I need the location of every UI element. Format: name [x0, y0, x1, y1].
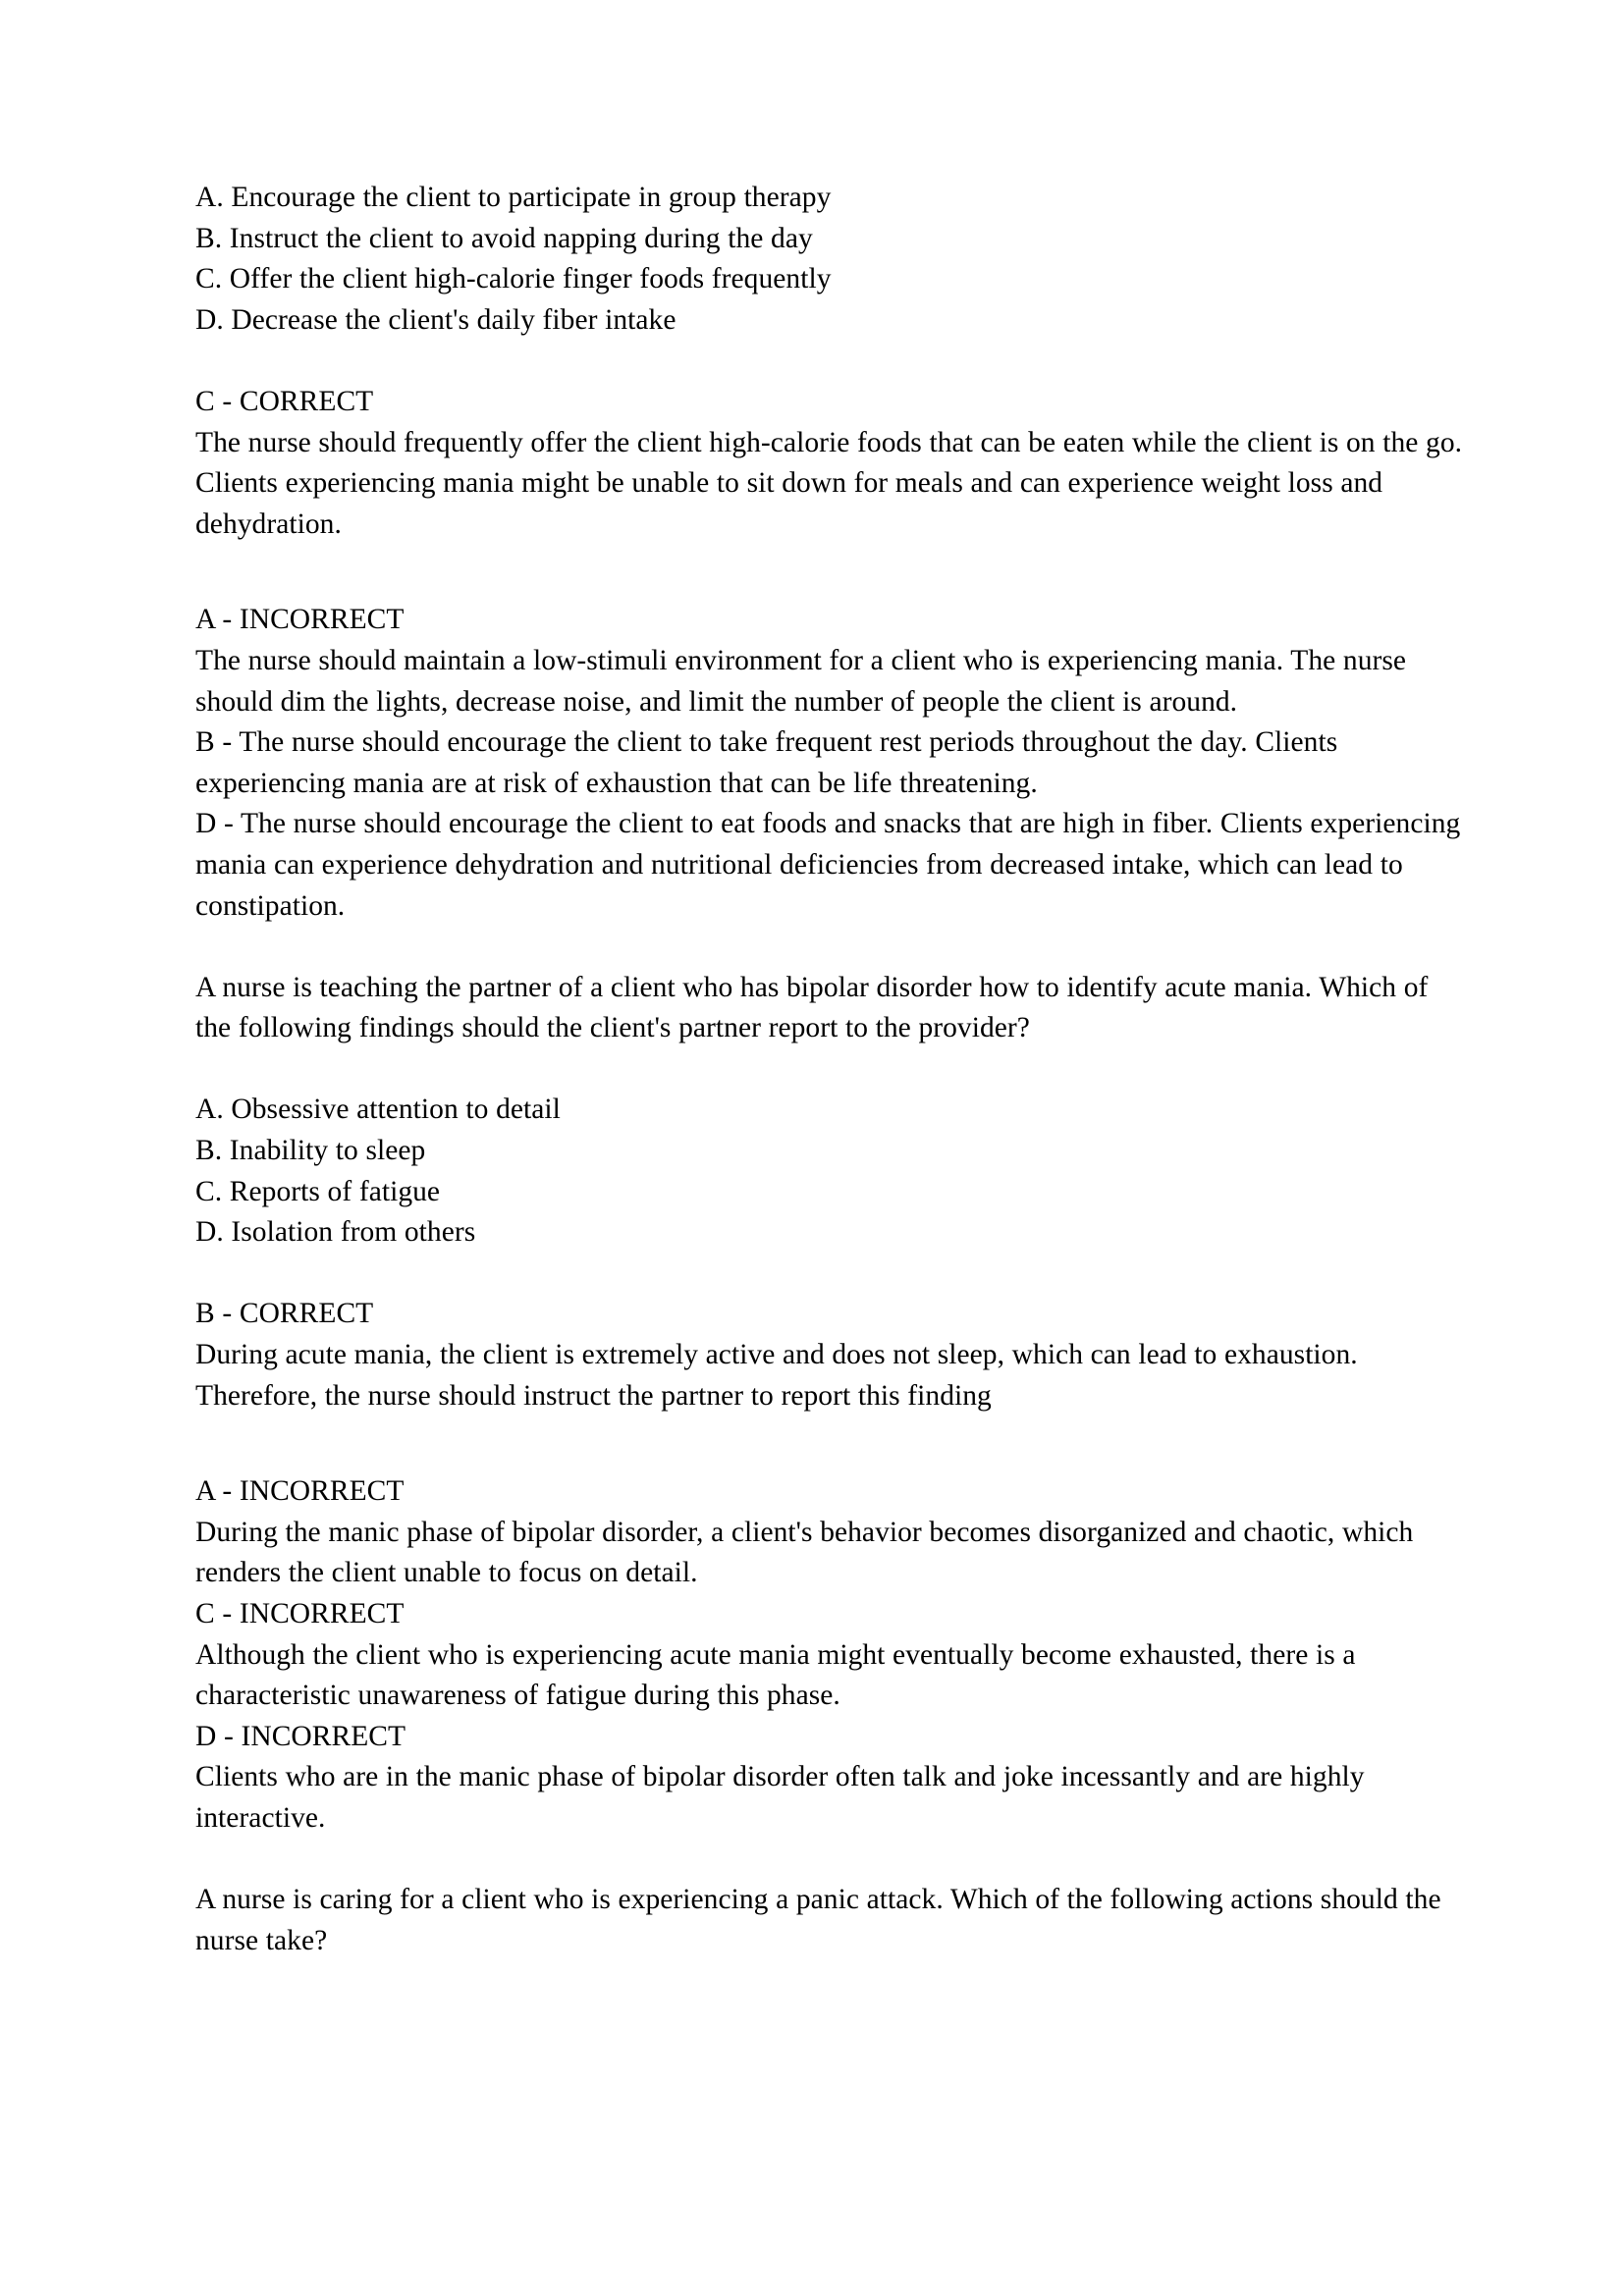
correct-answer-heading: C - CORRECT: [195, 385, 374, 417]
incorrect-answer-heading-a: A - INCORRECT: [195, 1475, 405, 1508]
incorrect-rationale-a: During the manic phase of bipolar disorder, a client's behavior becomes disorganized and chaotic, which renders the client unable to focus on detail.: [195, 1516, 1414, 1589]
spacer: [195, 1049, 1467, 1091]
option-d: D. Isolation from others: [195, 1216, 476, 1249]
incorrect-rationale-b: B - The nurse should encourage the client to take frequent rest periods throughout the day. Clients experiencing mania are at risk of exhaustion that can be life threatening.: [195, 726, 1338, 799]
question-2-correct-rationale: [195, 1294, 1467, 1416]
incorrect-answer-heading-c: C - INCORRECT: [195, 1598, 405, 1629]
incorrect-rationale-c: Although the client who is experiencing acute mania might eventually become exhausted, there is a characteristic unawareness of fatigue during this phase.: [195, 1638, 1356, 1712]
spacer: [195, 927, 1467, 968]
option-c: C. Offer the client high-calorie finger foods frequently: [195, 263, 832, 295]
correct-answer-body: During acute mania, the client is extremely active and does not sleep, which can lead to exhaustion. Therefore, the nurse should instruct the partner to report this finding: [195, 1339, 1358, 1412]
option-a: A. Encourage the client to participate in group therapy: [195, 182, 832, 213]
correct-answer-body: The nurse should frequently offer the client high-calorie foods that can be eaten while the client is on the go. Clients experiencing mania might be unable to sit down for meals and can experience weight loss and dehydration.: [195, 426, 1463, 540]
correct-answer-heading: B - CORRECT: [195, 1298, 374, 1330]
question-2-incorrect-rationale: [195, 1471, 1467, 1839]
question-1-options: [195, 178, 1467, 341]
question-3-stem: [195, 1880, 1467, 1961]
spacer: [195, 545, 1467, 600]
spacer: [195, 341, 1467, 382]
option-b: B. Inability to sleep: [195, 1135, 426, 1167]
incorrect-rationale-d: D - The nurse should encourage the client to eat foods and snacks that are high in fiber. Clients experiencing mania can experience dehydration and nutritional deficiencies from decreased intake, which can lead to constipation.: [195, 808, 1461, 922]
option-b: B. Instruct the client to avoid napping during the day: [195, 222, 813, 254]
spacer: [195, 1840, 1467, 1881]
question-3-stem-text: A nurse is caring for a client who is experiencing a panic attack. Which of the following actions should the nurse take?: [195, 1884, 1441, 1956]
question-1-correct-rationale: [195, 382, 1467, 545]
question-2-stem-text: A nurse is teaching the partner of a client who has bipolar disorder how to identify acute mania. Which of the following findings should the client's partner report to the provider?: [195, 971, 1429, 1044]
question-2-options: [195, 1090, 1467, 1253]
option-a: A. Obsessive attention to detail: [195, 1094, 561, 1126]
incorrect-rationale-a: The nurse should maintain a low-stimuli environment for a client who is experiencing mania. The nurse should dim the lights, decrease noise, and limit the number of people the client is around.: [195, 644, 1407, 718]
option-d: D. Decrease the client's daily fiber intake: [195, 303, 677, 336]
spacer: [195, 1416, 1467, 1471]
spacer: [195, 1254, 1467, 1295]
document-content: [195, 178, 1467, 1961]
incorrect-rationale-d: Clients who are in the manic phase of bipolar disorder often talk and joke incessantly and are highly interactive.: [195, 1761, 1365, 1834]
option-c: C. Reports of fatigue: [195, 1175, 441, 1207]
incorrect-answer-heading: A - INCORRECT: [195, 604, 405, 636]
question-2-stem: [195, 968, 1467, 1049]
incorrect-answer-heading-d: D - INCORRECT: [195, 1720, 406, 1752]
question-1-incorrect-rationale: [195, 600, 1467, 927]
